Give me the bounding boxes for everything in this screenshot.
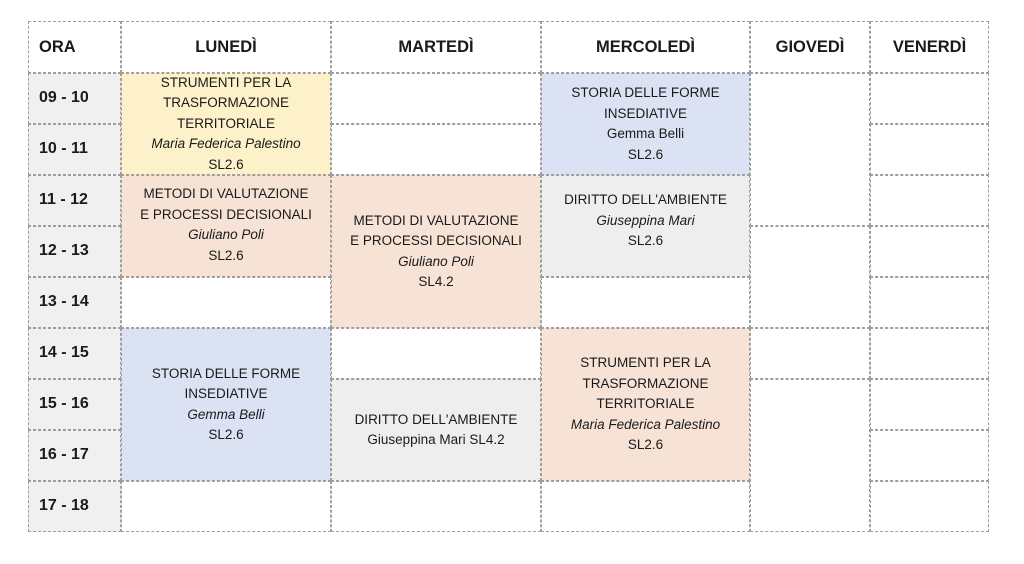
event-diritto-ambiente[interactable] [541, 175, 750, 277]
event-title: METODI DI VALUTAZIONE [353, 212, 519, 228]
empty-slot[interactable] [121, 481, 331, 532]
event-room: SL4.2 [418, 274, 454, 289]
event-title: TRASFORMAZIONE [582, 375, 709, 391]
event-room: SL2.6 [627, 437, 664, 453]
empty-slot[interactable] [870, 277, 989, 328]
timetable [28, 21, 989, 532]
empty-slot[interactable] [541, 277, 750, 328]
event-storia-forme-insediative[interactable] [121, 328, 331, 481]
hour-label: 15 - 16 [28, 379, 121, 430]
header-lunedi: LUNEDÌ [121, 21, 331, 73]
event-title: TRASFORMAZIONE [162, 95, 289, 111]
hour-label: 14 - 15 [28, 328, 121, 379]
empty-slot[interactable] [750, 226, 870, 328]
empty-slot[interactable] [750, 379, 870, 532]
empty-slot[interactable] [541, 481, 750, 532]
hour-label: 11 - 12 [28, 175, 121, 226]
event-title: STRUMENTI PER LA [580, 355, 711, 371]
hour-label: 10 - 11 [28, 124, 121, 175]
event-title: INSEDIATIVE [603, 105, 688, 121]
event-professor: Maria Federica Palestino [151, 136, 301, 152]
hour-label: 13 - 14 [28, 277, 121, 328]
empty-slot[interactable] [870, 481, 989, 532]
header-venerdi: VENERDÌ [870, 21, 989, 73]
event-professor: Giuliano Poli [398, 253, 474, 269]
event-strumenti-trasformazione[interactable] [121, 73, 331, 175]
event-room: SL2.6 [627, 146, 664, 162]
event-professor: Gemma Belli [606, 126, 685, 141]
hour-label: 16 - 17 [28, 430, 121, 481]
event-professor-room: Giuseppina Mari SL4.2 [367, 432, 505, 447]
event-storia-forme-insediative[interactable] [541, 73, 750, 175]
header-giovedi: GIOVEDÌ [750, 21, 870, 73]
event-title: STORIA DELLE FORME [151, 365, 301, 381]
event-title: E PROCESSI DECISIONALI [140, 206, 312, 222]
event-title: TERRITORIALE [596, 396, 695, 412]
empty-slot[interactable] [870, 430, 989, 481]
event-title: DIRITTO DELL'AMBIENTE [564, 192, 727, 207]
hour-label: 17 - 18 [28, 481, 121, 532]
event-title: E PROCESSI DECISIONALI [350, 233, 522, 248]
event-professor: Maria Federica Palestino [570, 416, 721, 432]
event-strumenti-trasformazione[interactable] [541, 328, 750, 481]
event-title: INSEDIATIVE [184, 386, 268, 401]
event-room: SL2.6 [208, 156, 244, 172]
empty-slot[interactable] [331, 481, 541, 532]
empty-slot[interactable] [870, 73, 989, 124]
event-room: SL2.6 [208, 427, 244, 442]
event-room: SL2.6 [208, 247, 244, 263]
empty-slot[interactable] [870, 328, 989, 379]
event-metodi-valutazione[interactable] [121, 175, 331, 277]
event-metodi-valutazione[interactable] [331, 175, 541, 328]
event-diritto-ambiente[interactable] [331, 379, 541, 481]
event-professor: Gemma Belli [187, 406, 265, 422]
empty-slot[interactable] [331, 328, 541, 379]
header-ora: ORA [28, 21, 121, 73]
empty-slot[interactable] [331, 124, 541, 175]
event-title: STRUMENTI PER LA [160, 74, 292, 90]
hour-label: 09 - 10 [28, 73, 121, 124]
empty-slot[interactable] [331, 73, 541, 124]
empty-slot[interactable] [870, 226, 989, 277]
header-martedi: MARTEDÌ [331, 21, 541, 73]
event-room: SL2.6 [627, 233, 664, 248]
event-title: STORIA DELLE FORME [571, 85, 720, 100]
empty-slot[interactable] [121, 277, 331, 328]
empty-slot[interactable] [870, 124, 989, 175]
header-mercoledi: MERCOLEDÌ [541, 21, 750, 73]
empty-slot[interactable] [750, 73, 870, 226]
event-title: METODI DI VALUTAZIONE [143, 186, 309, 201]
empty-slot[interactable] [750, 328, 870, 379]
event-title: TERRITORIALE [176, 115, 276, 131]
empty-slot[interactable] [870, 379, 989, 430]
hour-label: 12 - 13 [28, 226, 121, 277]
event-professor: Giuseppina Mari [596, 212, 695, 228]
event-professor: Giuliano Poli [188, 227, 264, 242]
event-title: DIRITTO DELL'AMBIENTE [354, 411, 518, 427]
empty-slot[interactable] [870, 175, 989, 226]
